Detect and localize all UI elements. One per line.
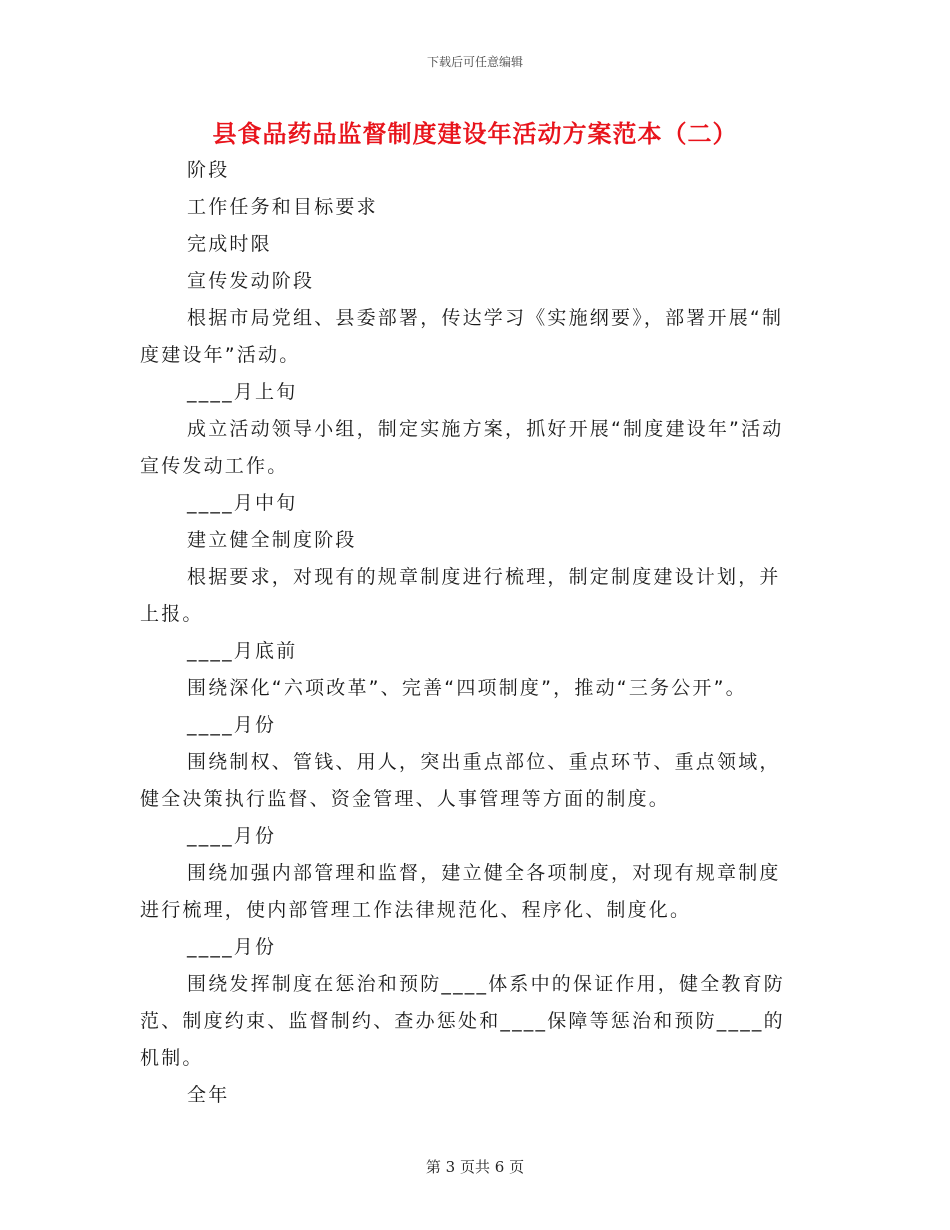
- paragraph: ____月上旬: [187, 381, 298, 403]
- document-title: 县食品药品监督制度建设年活动方案范本（二）: [212, 120, 738, 148]
- page-number: 第 3 页共 6 页: [425, 1158, 525, 1176]
- paragraph: 成立活动领导小组，制定实施方案，抓好开展“制度建设年”活动宣传发动工作。: [140, 418, 784, 477]
- paragraph: 阶段: [187, 159, 230, 181]
- paragraph: ____月份: [187, 825, 277, 847]
- paragraph: ____月中旬: [187, 492, 298, 514]
- paragraph: 根据要求，对现有的规章制度进行梳理，制定制度建设计划，并上报。: [140, 566, 781, 625]
- paragraph: 围绕发挥制度在惩治和预防____体系中的保证作用，健全教育防范、制度约束、监督制约、查办惩处和____保障等惩治和预防____的机制。: [140, 973, 786, 1069]
- paragraph: ____月底前: [187, 640, 298, 662]
- paragraph: 围绕制权、管钱、用人，突出重点部位、重点环节、重点领域，健全决策执行监督、资金管理、人事管理等方面的制度。: [140, 751, 781, 810]
- paragraph: 工作任务和目标要求: [187, 196, 378, 218]
- paragraph: 建立健全制度阶段: [187, 529, 357, 551]
- paragraph: 完成时限: [187, 233, 272, 255]
- document-body: [140, 152, 800, 1114]
- paragraph: 根据市局党组、县委部署，传达学习《实施纲要》，部署开展“制度建设年”活动。: [140, 307, 784, 366]
- paragraph: 围绕深化“六项改革”、完善“四项制度”，推动“三务公开”。: [187, 677, 747, 699]
- paragraph: 全年: [187, 1084, 230, 1106]
- paragraph: 宣传发动阶段: [187, 270, 315, 292]
- paragraph: ____月份: [187, 936, 277, 958]
- header-note: 下载后可任意编辑: [426, 55, 523, 69]
- paragraph: 围绕加强内部管理和监督，建立健全各项制度，对现有规章制度进行梳理，使内部管理工作法律规范化、程序化、制度化。: [140, 862, 781, 921]
- paragraph: ____月份: [187, 714, 277, 736]
